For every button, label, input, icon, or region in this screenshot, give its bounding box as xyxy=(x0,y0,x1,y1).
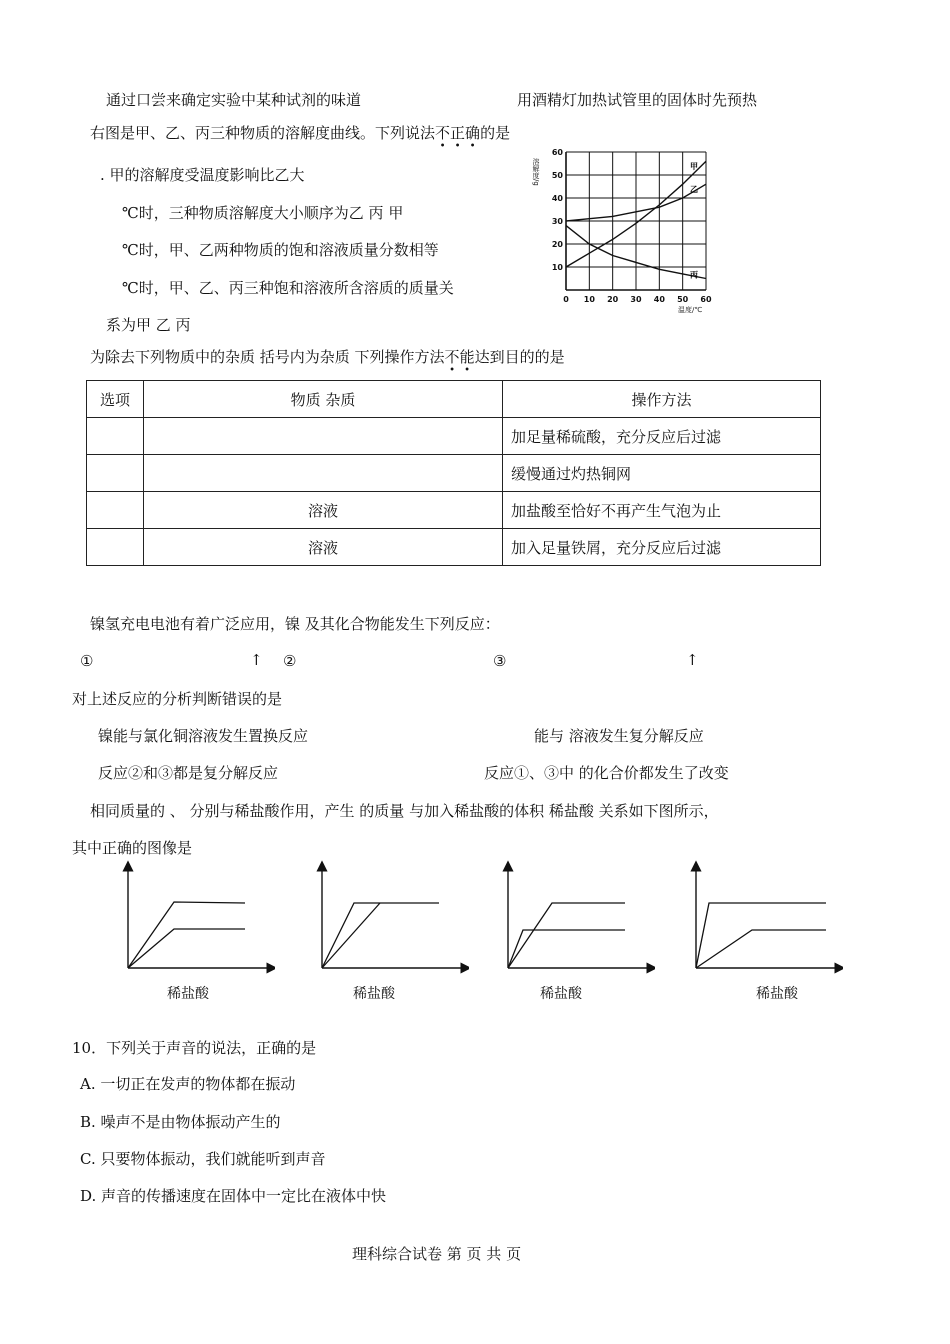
chart-grid xyxy=(566,152,706,290)
q7-stem: 右图是甲、乙、丙三种物质的溶解度曲线。下列说法不正确的是 xyxy=(90,124,511,142)
graph-b-xlabel: 稀盐酸 xyxy=(353,986,395,1002)
graph-question-stem: 相同质量的 、 分别与稀盐酸作用，产生 的质量 与加入稀盐酸的体积 稀盐酸 关系如下图所示， xyxy=(90,802,719,820)
table-cell xyxy=(87,492,144,529)
y-tick-label: 40 xyxy=(551,194,563,203)
impurity-table xyxy=(86,380,821,566)
reaction-3: ③ xyxy=(493,652,507,670)
x-tick-label: 0 xyxy=(563,295,569,304)
graph-option-a xyxy=(120,860,275,975)
x-axis-label: 温度/℃ xyxy=(678,306,703,314)
header-option: 选项 xyxy=(87,381,144,418)
y-tick-label: 30 xyxy=(551,217,563,226)
table-cell xyxy=(87,418,144,455)
q7-option-d-line1: ℃时，甲、乙、丙三种饱和溶液所含溶质的质量关 xyxy=(122,279,454,297)
x-tick-label: 60 xyxy=(700,295,712,304)
x-tick-label: 30 xyxy=(630,295,642,304)
q10-option-d: D. 声音的传播速度在固体中一定比在液体中快 xyxy=(80,1187,387,1205)
q10-stem: 10．下列关于声音的说法，正确的是 xyxy=(72,1039,317,1057)
table-cell: 加盐酸至恰好不再产生气泡为止 xyxy=(503,492,821,529)
x-tick-label: 10 xyxy=(583,295,595,304)
page-footer: 理科综合试卷 第 页 共 页 xyxy=(352,1245,522,1263)
table-cell xyxy=(144,418,503,455)
q7-option-d-line2: 系为甲 乙 丙 xyxy=(106,316,191,334)
reaction-2: ② xyxy=(283,652,297,670)
q9-option-d: 反应①、③中 的化合价都发生了改变 xyxy=(484,764,729,782)
header-substance: 物质 杂质 xyxy=(144,381,503,418)
q7-option-c: ℃时，甲、乙两种物质的饱和溶液质量分数相等 xyxy=(122,241,439,259)
table-cell xyxy=(87,455,144,492)
table-cell: 溶液 xyxy=(144,529,503,566)
y-tick-label: 60 xyxy=(551,148,563,157)
q9-ask: 对上述反应的分析判断错误的是 xyxy=(72,690,283,708)
series-label: 乙 xyxy=(690,185,698,195)
x-tick-label: 50 xyxy=(677,295,689,304)
gas-arrow-1: ↑ xyxy=(250,651,263,669)
graph-option-c xyxy=(500,860,655,975)
table-row xyxy=(87,455,821,492)
graph-d-xlabel: 稀盐酸 xyxy=(756,986,798,1002)
reaction-1: ① xyxy=(80,652,94,670)
q9-option-a: 镍能与氯化铜溶液发生置换反应 xyxy=(98,727,309,745)
y-axis-label: 溶解度/g xyxy=(532,158,540,186)
q10-option-c: C. 只要物体振动，我们就能听到声音 xyxy=(80,1150,326,1168)
x-tick-label: 40 xyxy=(653,295,665,304)
table-row xyxy=(87,492,821,529)
q7-option-b: ℃时，三种物质溶解度大小顺序为乙 丙 甲 xyxy=(122,204,404,222)
q9-option-c: 反应②和③都是复分解反应 xyxy=(98,764,279,782)
y-tick-label: 50 xyxy=(551,171,563,180)
table-row xyxy=(87,418,821,455)
q9-option-b: 能与 溶液发生复分解反应 xyxy=(534,727,704,745)
q9-stem: 镍氢充电电池有着广泛应用，镍 及其化合物能发生下列反应： xyxy=(90,615,500,633)
graph-c-xlabel: 稀盐酸 xyxy=(540,986,582,1002)
table-cell: 加入足量铁屑，充分反应后过滤 xyxy=(503,529,821,566)
y-tick-label: 10 xyxy=(551,263,563,272)
graph-option-d xyxy=(688,860,843,975)
y-tick-label: 20 xyxy=(551,240,563,249)
x-tick-label: 20 xyxy=(607,295,619,304)
graph-a-xlabel: 稀盐酸 xyxy=(167,986,209,1002)
series-label: 甲 xyxy=(690,162,698,172)
table-cell: 加足量稀硫酸，充分反应后过滤 xyxy=(503,418,821,455)
prev-option-c: 通过口尝来确定实验中某种试剂的味道 xyxy=(106,91,362,109)
q8-stem: 为除去下列物质中的杂质 括号内为杂质 下列操作方法不能达到目的的是 xyxy=(90,348,565,366)
prev-option-d: 用酒精灯加热试管里的固体时先预热 xyxy=(517,91,758,109)
header-method: 操作方法 xyxy=(503,381,821,418)
solubility-chart xyxy=(528,148,718,314)
graph-question-ask: 其中正确的图像是 xyxy=(72,839,193,857)
q10-option-a: A. 一切正在发声的物体都在振动 xyxy=(80,1075,296,1093)
table-cell xyxy=(87,529,144,566)
table-cell xyxy=(144,455,503,492)
table-cell: 缓慢通过灼热铜网 xyxy=(503,455,821,492)
q10-option-b: B. 噪声不是由物体振动产生的 xyxy=(80,1113,281,1131)
table-header-row xyxy=(87,381,821,418)
table-row xyxy=(87,529,821,566)
graph-option-b xyxy=(314,860,469,975)
series-label: 丙 xyxy=(690,270,698,280)
table-cell: 溶液 xyxy=(144,492,503,529)
q7-option-a: . 甲的溶解度受温度影响比乙大 xyxy=(100,166,305,184)
gas-arrow-3: ↑ xyxy=(686,651,699,669)
